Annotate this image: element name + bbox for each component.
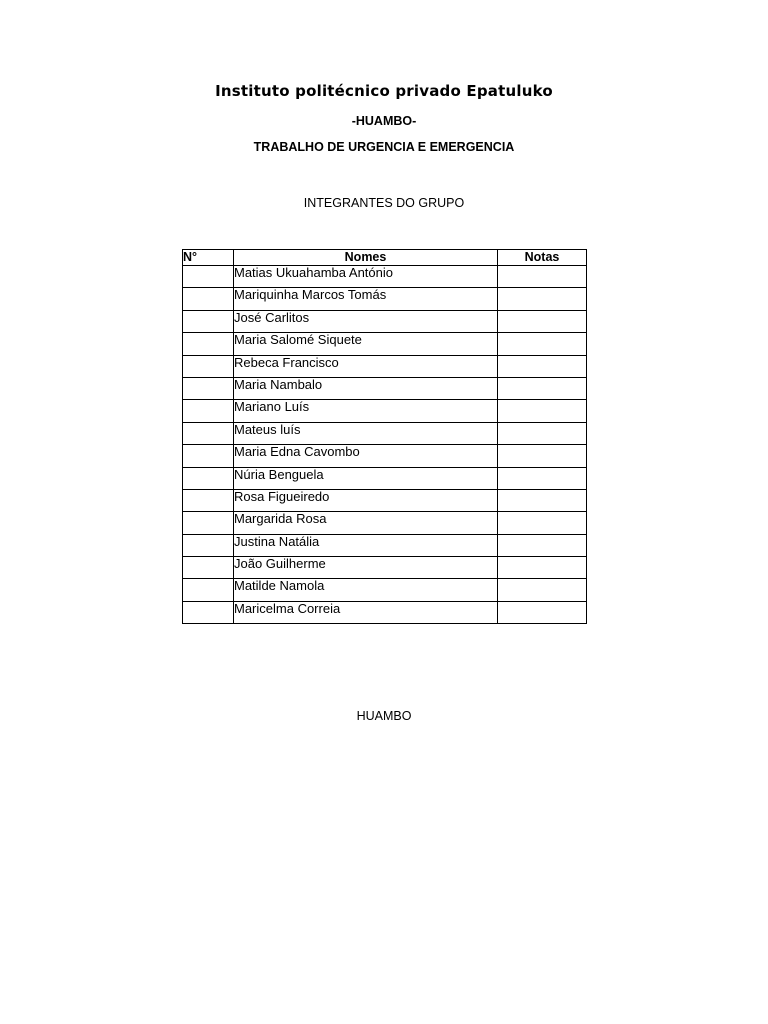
grade-cell [498,534,587,556]
member-name-cell: Maria Edna Cavombo [234,445,498,467]
grade-cell [498,355,587,377]
row-number-cell [183,579,234,601]
row-number-cell [183,557,234,579]
member-name-cell: Margarida Rosa [234,512,498,534]
grade-cell [498,400,587,422]
table-row [183,288,587,310]
row-number-cell [183,377,234,399]
table-row [183,557,587,579]
table-row [183,355,587,377]
table-row [183,310,587,332]
row-number-cell [183,512,234,534]
row-number-cell [183,534,234,556]
member-name-cell: Maria Nambalo [234,377,498,399]
header-names: Nomes [234,250,498,266]
row-number-cell [183,288,234,310]
member-name-cell: João Guilherme [234,557,498,579]
grade-cell [498,288,587,310]
table-header-row [183,250,587,266]
table-row [183,489,587,511]
table-row [183,266,587,288]
grade-cell [498,489,587,511]
header-number: N° [183,250,234,266]
table-row [183,333,587,355]
grade-cell [498,422,587,444]
member-name-cell: Mateus luís [234,422,498,444]
table-row [183,534,587,556]
group-heading: INTEGRANTES DO GRUPO [303,196,465,210]
row-number-cell [183,489,234,511]
table-row [183,422,587,444]
city-subtitle: -HUAMBO- [351,114,417,128]
work-title: TRABALHO DE URGENCIA E EMERGENCIA [253,140,515,154]
member-name-cell: Matias Ukuahamba António [234,266,498,288]
member-name-cell: Maricelma Correia [234,601,498,623]
header-grades: Notas [498,250,587,266]
grade-cell [498,333,587,355]
table-row [183,512,587,534]
row-number-cell [183,422,234,444]
row-number-cell [183,310,234,332]
member-name-cell: Núria Benguela [234,467,498,489]
table-row [183,400,587,422]
row-number-cell [183,445,234,467]
footer-city: HUAMBO [356,709,412,723]
member-name-cell: Justina Natália [234,534,498,556]
row-number-cell [183,333,234,355]
member-name-cell: Rosa Figueiredo [234,489,498,511]
row-number-cell [183,467,234,489]
grade-cell [498,467,587,489]
row-number-cell [183,601,234,623]
member-name-cell: Rebeca Francisco [234,355,498,377]
member-name-cell: Mariquinha Marcos Tomás [234,288,498,310]
member-name-cell: Mariano Luís [234,400,498,422]
grade-cell [498,310,587,332]
table-row [183,377,587,399]
grade-cell [498,601,587,623]
grade-cell [498,266,587,288]
grade-cell [498,445,587,467]
members-table [182,249,587,624]
table-row [183,467,587,489]
member-name-cell: Maria Salomé Siquete [234,333,498,355]
row-number-cell [183,400,234,422]
table-row [183,579,587,601]
grade-cell [498,557,587,579]
members-table-body [183,266,587,624]
grade-cell [498,512,587,534]
member-name-cell: José Carlitos [234,310,498,332]
row-number-cell [183,355,234,377]
table-row [183,601,587,623]
grade-cell [498,377,587,399]
member-name-cell: Matilde Namola [234,579,498,601]
grade-cell [498,579,587,601]
page-title: Instituto politécnico privado Epatuluko [215,82,553,100]
table-row [183,445,587,467]
row-number-cell [183,266,234,288]
